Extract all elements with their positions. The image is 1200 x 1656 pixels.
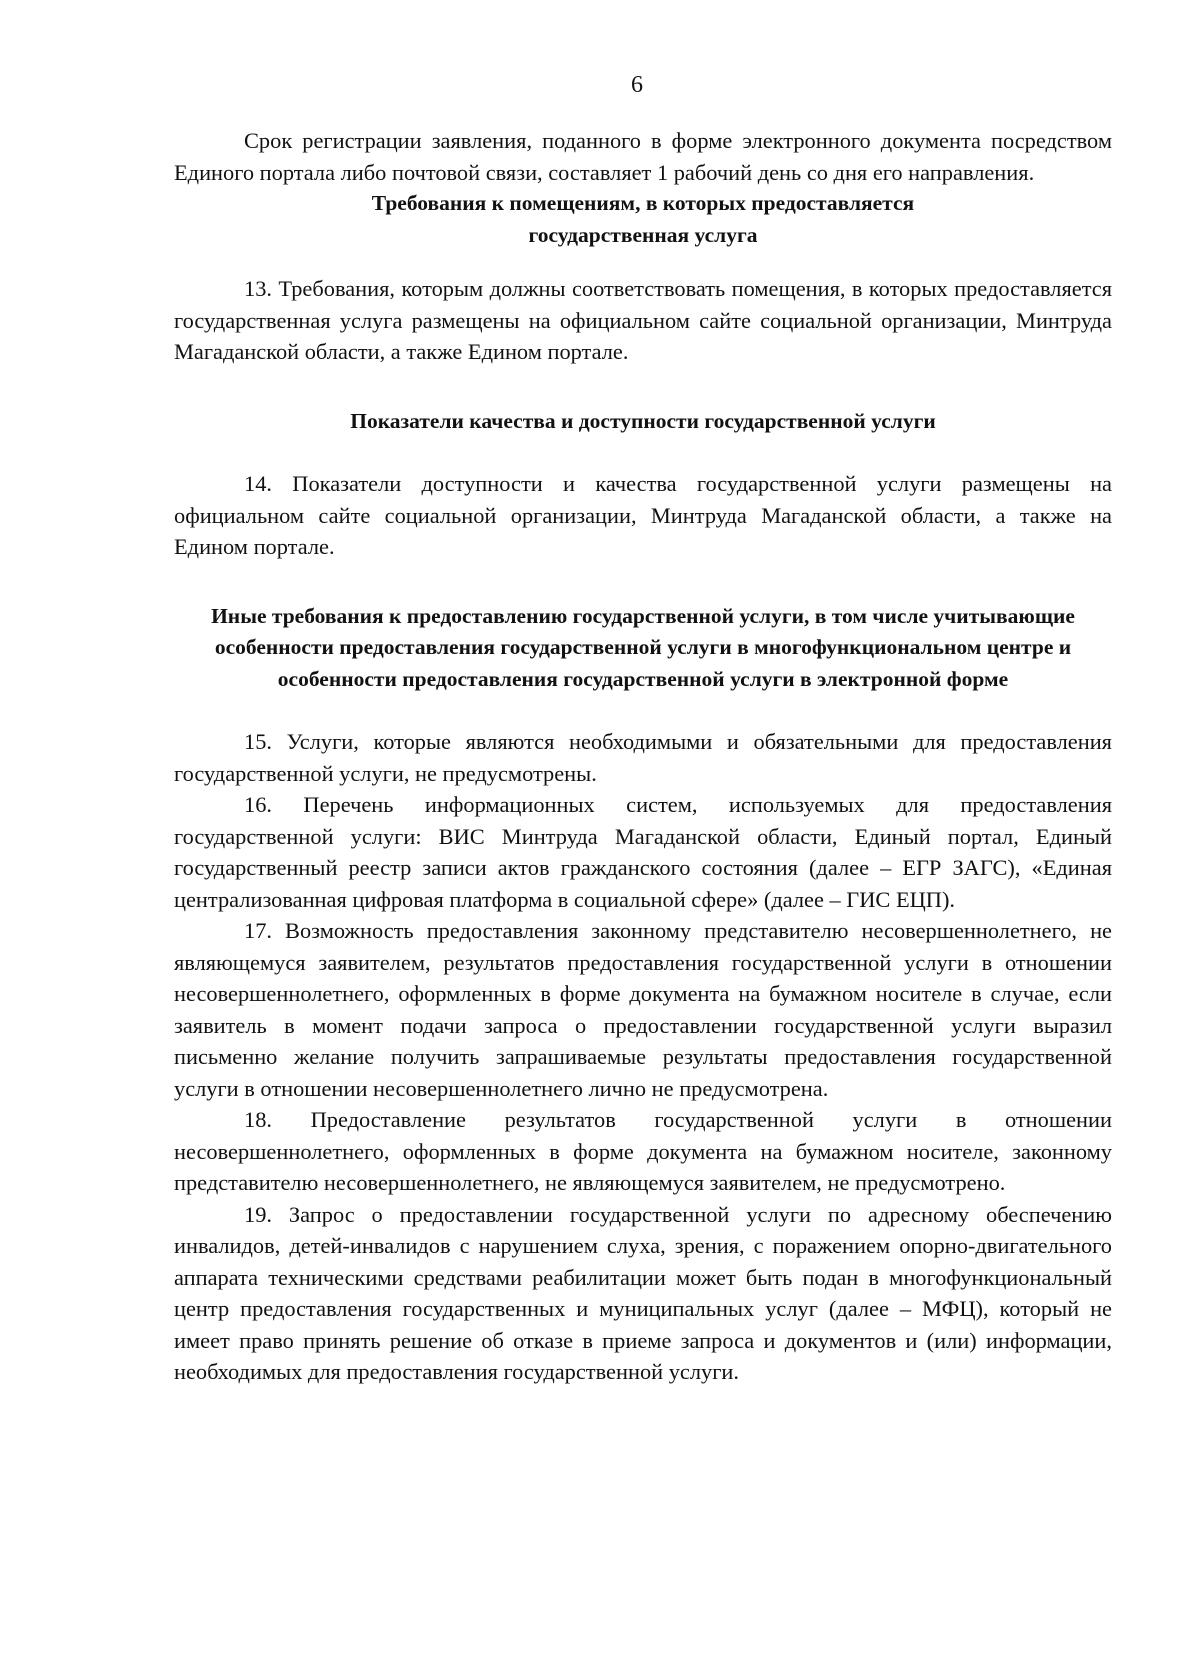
intro-paragraph: Срок регистрации заявления, поданного в форме электронного документа посредством Единого портала либо почтовой связи, составляет 1 рабочий день со дня его направления. — [174, 128, 1112, 185]
paragraph-18: 18. Предоставление результатов государственной услуги в отношении несовершеннолетнего, оформленных в форме документа на бумажном носителе, законному представителю несовершеннолетнего, не являющемуся заявителем, не предусмотрено. — [174, 1107, 1112, 1195]
paragraph-16: 16. Перечень информационных систем, используемых для предоставления государственной услуги: ВИС Минтруда Магаданской области, Единый портал, Единый государственный реестр записи актов гражданского состояния (далее – ЕГР ЗАГС), «Единая централизованная цифровая платформа в социальной сфере» (далее – ГИС ЕЦП). — [174, 792, 1112, 912]
paragraph-15: 15. Услуги, которые являются необходимыми и обязательными для предоставления государственной услуги, не предусмотрены. — [174, 729, 1112, 786]
section-heading-other-requirements: Иные требования к предоставлению государственной услуги, в том числе учитывающие особенности предоставления государственной услуги в многофункциональном центре и особенности предоставления государственной услуги в электронной форме — [211, 603, 1075, 691]
paragraph-17: 17. Возможность предоставления законному представителю несовершеннолетнего, не являющемуся заявителем, результатов предоставления государственной услуги в отношении несовершеннолетнего, оформленных в форме документа на бумажном носителе в случае, если заявитель в момент подачи запроса о предоставлении государственной услуги выразил письменно желание получить запрашиваемые результаты предоставления государственной услуги в отношении несовершеннолетнего лично не предусмотрена. — [174, 918, 1112, 1101]
page-number: 6 — [631, 72, 643, 98]
paragraph-14: 14. Показатели доступности и качества государственной услуги размещены на официальном сайте социальной организации, Минтруда Магаданской области, а также на Едином портале. — [174, 471, 1112, 559]
section-heading-quality: Показатели качества и доступности государственной услуги — [350, 408, 936, 433]
document-body — [174, 125, 1112, 1388]
section-heading-premises: Требования к помещениям, в которых предоставляется государственная услуга — [371, 191, 915, 247]
paragraph-13: 13. Требования, которым должны соответствовать помещения, в которых предоставляется государственная услуга размещены на официальном сайте социальной организации, Минтруда Магаданской области, а также Едином портале. — [174, 276, 1112, 364]
paragraph-19: 19. Запрос о предоставлении государственной услуги по адресному обеспечению инвалидов, детей-инвалидов с нарушением слуха, зрения, с поражением опорно-двигательного аппарата техническими средствами реабилитации может быть подан в многофункциональный центр предоставления государственных и муниципальных услуг (далее – МФЦ), который не имеет право принять решение об отказе в приеме запроса и документов и (или) информации, необходимых для предоставления государственной услуги. — [174, 1201, 1112, 1384]
